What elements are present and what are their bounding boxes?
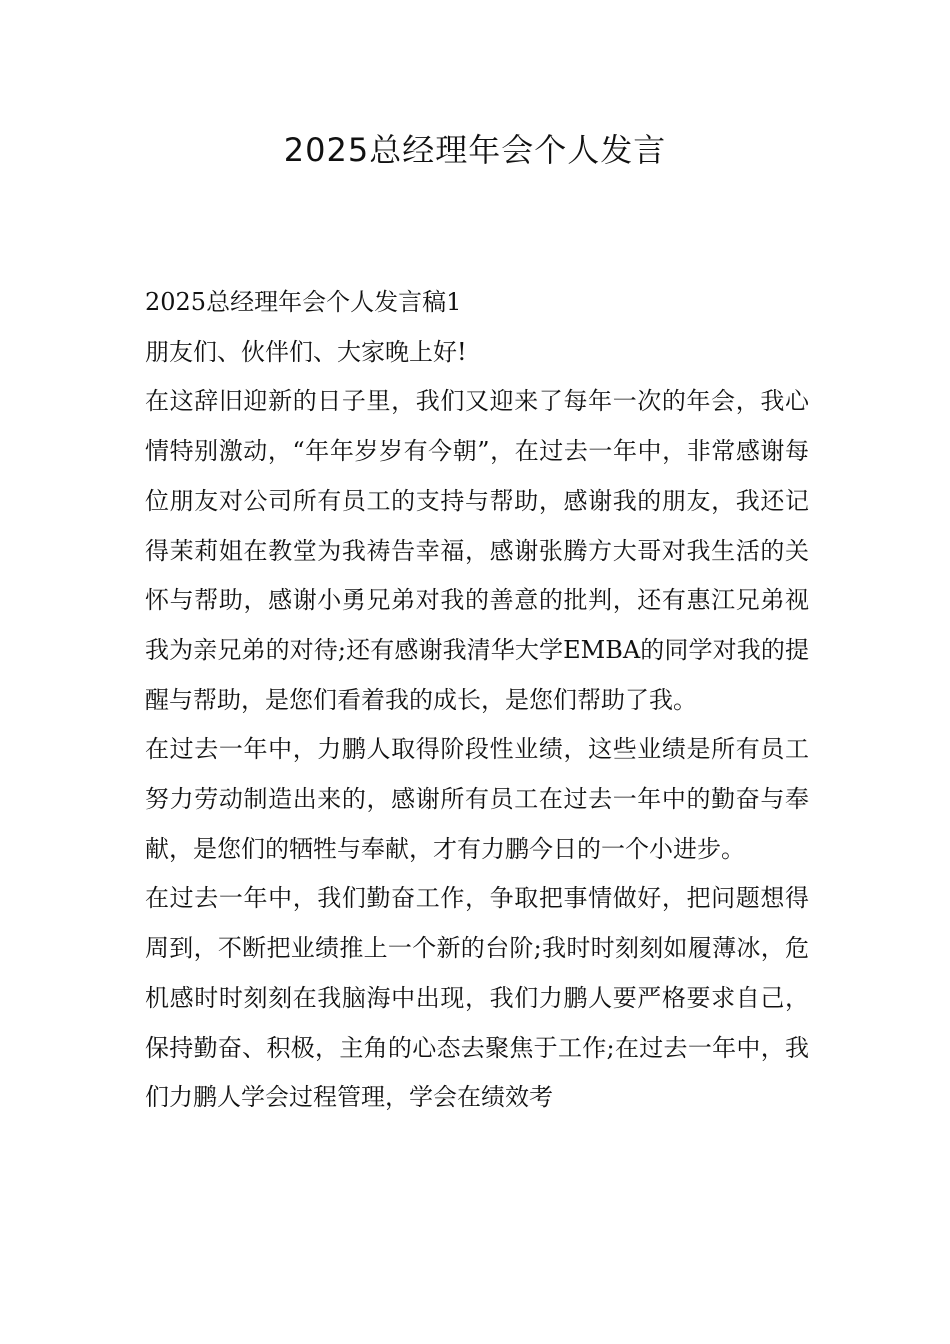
document-body [145, 278, 809, 1123]
thanks-paragraph: 在这辞旧迎新的日子里，我们又迎来了每年一次的年会，我心情特别激动，“年年岁岁有今朝”，在过去一年中，非常感谢每位朋友对公司所有员工的支持与帮助，感谢我的朋友，我还记得茉莉姐在教堂为我祷告幸福，感谢张腾方大哥对我生活的关怀与帮助，感谢小勇兄弟对我的善意的批判，还有惠江兄弟视我为亲兄弟的对待;还有感谢我清华大学EMBA的同学对我的提醒与帮助，是您们看着我的成长，是您们帮助了我。 [145, 387, 809, 714]
document-title: 2025总经理年会个人发言 [283, 131, 667, 169]
achievement-paragraph: 在过去一年中，力鹏人取得阶段性业绩，这些业绩是所有员工努力劳动制造出来的，感谢所有员工在过去一年中的勤奋与奉献，是您们的牺牲与奉献，才有力鹏今日的一个小进步。 [145, 735, 809, 863]
greeting-paragraph: 朋友们、伙伴们、大家晚上好! [145, 337, 467, 366]
speech-subtitle: 2025总经理年会个人发言稿1 [145, 288, 462, 316]
work-paragraph: 在过去一年中，我们勤奋工作，争取把事情做好，把问题想得周到，不断把业绩推上一个新的台阶;我时时刻刻如履薄冰，危机感时时刻刻在我脑海中出现，我们力鹏人要严格要求自己，保持勤奋、积极，主角的心态去聚焦于工作;在过去一年中，我们力鹏人学会过程管理，学会在绩效考 [145, 884, 809, 1112]
